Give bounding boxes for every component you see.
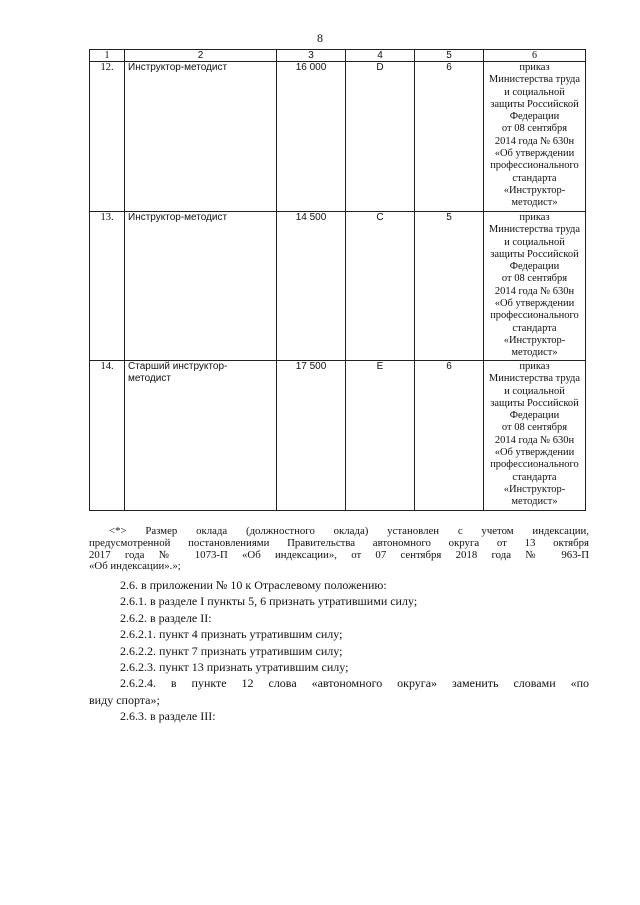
header-cell: 4: [346, 50, 415, 62]
basis-line: методист»: [511, 197, 558, 209]
row-number: 12.: [90, 62, 125, 212]
basis-line: защиты Российской: [490, 397, 579, 409]
footnote-line: «Об индексации».»;: [89, 560, 181, 573]
header-cell: 3: [277, 50, 346, 62]
table-row: [90, 62, 586, 212]
basis-line: профессионального: [490, 310, 579, 322]
basis-line: стандарта: [512, 172, 557, 184]
basis-line: Министерства труда: [488, 74, 581, 86]
salary-value: 16 000: [277, 62, 346, 212]
footnote-line: 2017 года № 1073-П «Об индексации», от 07 сентября 2018 года № 963-П: [89, 548, 589, 561]
header-cell: 2: [125, 50, 277, 62]
basis-line: Федерации: [509, 410, 560, 422]
basis-line: приказ: [519, 62, 550, 73]
basis-line: профессионального: [490, 459, 579, 471]
basis-line: стандарта: [512, 471, 557, 483]
basis-line: и социальной: [504, 86, 565, 98]
basis-line: методист»: [511, 347, 558, 359]
basis-line: «Инструктор-: [503, 184, 566, 196]
header-cell: 1: [90, 50, 125, 62]
table-row: [90, 212, 586, 361]
position-name: Инструктор-методист: [125, 62, 277, 212]
level-value: D: [346, 62, 415, 212]
basis-line: «Об утверждении: [494, 447, 575, 459]
salary-value: 14 500: [277, 212, 346, 361]
qualification-value: 6: [415, 62, 484, 212]
basis-line: методист»: [511, 496, 558, 508]
salary-value: 17 500: [277, 361, 346, 511]
row-number: 13.: [90, 212, 125, 361]
basis-line: приказ: [519, 212, 550, 223]
paragraph: 2.6.2.1. пункт 4 признать утратившим силу;: [120, 627, 343, 642]
position-name: Инструктор-методист: [125, 212, 277, 361]
basis-cell: [484, 212, 586, 361]
basis-line: от 08 сентября: [501, 422, 568, 434]
paragraph: 2.6. в приложении № 10 к Отраслевому положению:: [120, 578, 387, 592]
page-number: 8: [317, 31, 323, 45]
amendment-paragraphs: [89, 577, 589, 725]
footnote-line: предусмотренной постановлениями Правительства автономного округа от 13 октября: [89, 536, 589, 549]
basis-line: Министерства труда: [488, 224, 581, 236]
basis-line: профессионального: [490, 160, 579, 172]
position-line: методист: [128, 373, 171, 385]
table-header-row: [90, 50, 586, 62]
paragraph: 2.6.3. в разделе III:: [120, 709, 216, 724]
paragraph: 2.6.2.2. пункт 7 признать утратившим силу;: [120, 643, 343, 658]
basis-line: 2014 года № 630н: [494, 285, 575, 297]
footnote-line: <*> Размер оклада (должностного оклада) установлен с учетом индексации,: [109, 525, 589, 537]
footnote: [89, 526, 589, 573]
paragraph: 2.6.1. в разделе I пункты 5, 6 признать утратившими силу;: [120, 594, 418, 609]
header-cell: 5: [415, 50, 484, 62]
position-name: [125, 361, 277, 511]
table-row: [90, 361, 586, 511]
basis-line: 2014 года № 630н: [494, 434, 575, 446]
basis-line: «Инструктор-: [503, 334, 566, 346]
basis-line: 2014 года № 630н: [494, 135, 575, 147]
qualification-value: 6: [415, 361, 484, 511]
paragraph-line: 2.6.2.4. в пункте 12 слова «автономного округа» заменить словами «по: [120, 676, 589, 691]
positions-table: [89, 49, 586, 511]
basis-cell: [484, 62, 586, 212]
paragraph: 2.6.2.3. пункт 13 признать утратившим силу;: [120, 660, 349, 675]
basis-line: и социальной: [504, 385, 565, 397]
basis-line: защиты Российской: [490, 248, 579, 260]
basis-line: стандарта: [512, 322, 557, 334]
basis-line: Федерации: [509, 261, 560, 273]
paragraph-line: виду спорта»;: [89, 692, 160, 707]
basis-line: от 08 сентября: [501, 123, 568, 135]
level-value: C: [346, 212, 415, 361]
row-number: 14.: [90, 361, 125, 511]
basis-cell: [484, 361, 586, 511]
position-line: Старший инструктор-: [128, 361, 228, 372]
basis-line: приказ: [519, 361, 550, 372]
basis-line: «Об утверждении: [494, 298, 575, 310]
basis-line: от 08 сентября: [501, 273, 568, 285]
paragraph: [89, 675, 589, 708]
paragraph: 2.6.2. в разделе II:: [120, 610, 212, 625]
basis-line: Министерства труда: [488, 373, 581, 385]
basis-line: Федерации: [509, 111, 560, 123]
level-value: E: [346, 361, 415, 511]
basis-line: «Инструктор-: [503, 483, 566, 495]
qualification-value: 5: [415, 212, 484, 361]
basis-line: защиты Российской: [490, 98, 579, 110]
basis-line: и социальной: [504, 236, 565, 248]
header-cell: 6: [484, 50, 586, 62]
basis-line: «Об утверждении: [494, 148, 575, 160]
